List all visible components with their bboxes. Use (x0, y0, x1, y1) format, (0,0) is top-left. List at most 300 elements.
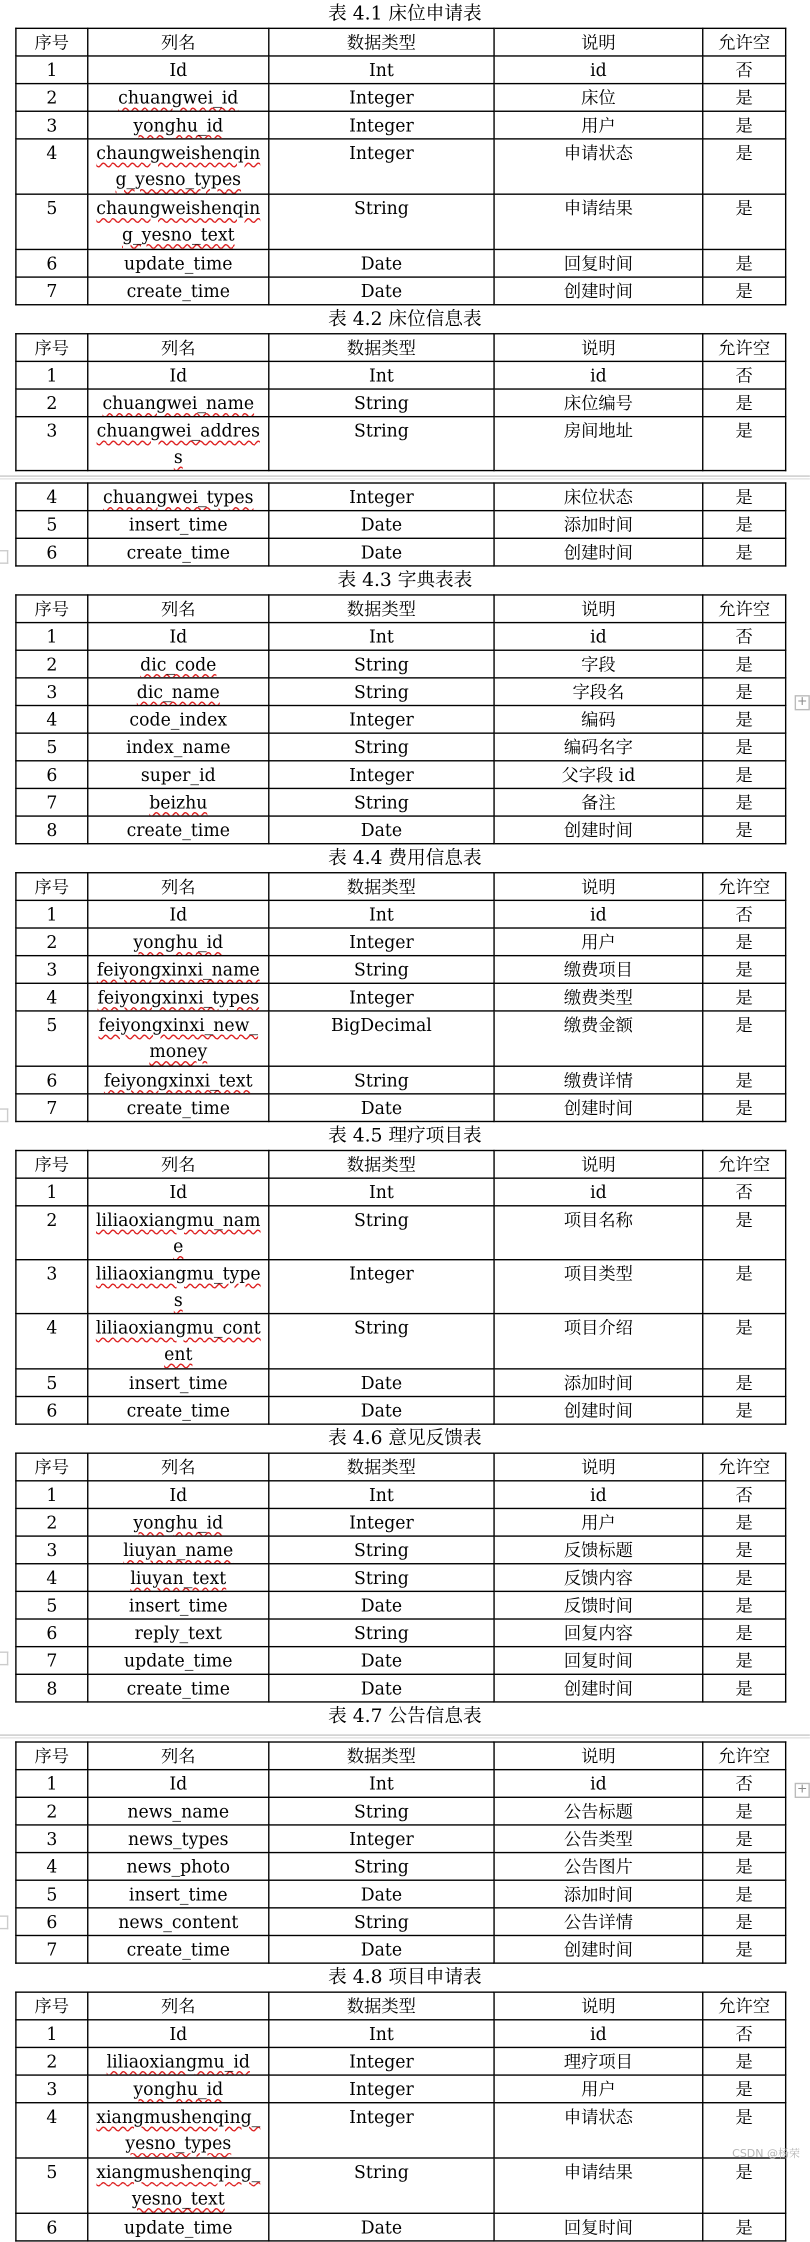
table-row (16, 1066, 786, 1094)
row-number-cell: 2 (16, 1508, 88, 1536)
nullable-cell: 是 (703, 1369, 786, 1397)
row-number-cell: 6 (16, 761, 88, 789)
description-cell: 回复时间 (494, 249, 703, 277)
row-number-cell: 4 (16, 139, 88, 194)
nullable-cell: 是 (703, 111, 786, 139)
description-cell: 创建时间 (494, 816, 703, 844)
add-row-plus-icon[interactable]: + (795, 1783, 810, 1798)
nullable-cell: 是 (703, 1935, 786, 1963)
row-number-cell: 2 (16, 1797, 88, 1825)
header-cell: 说明 (494, 334, 703, 362)
table-row (16, 249, 786, 277)
table-row (16, 1880, 786, 1908)
column-name-text: create_time (126, 280, 230, 302)
row-number-cell: 2 (16, 1206, 88, 1260)
description-cell: 理疗项目 (494, 2047, 703, 2075)
data-type-cell: Int (269, 1481, 494, 1509)
data-type-cell: String (269, 956, 494, 984)
column-name-text: liliaoxiangmu_content (95, 1317, 261, 1365)
description-cell: id (494, 361, 703, 389)
nullable-cell: 是 (703, 1260, 786, 1314)
nullable-cell: 否 (703, 1770, 786, 1798)
description-cell: 项目名称 (494, 1206, 703, 1260)
description-cell: 创建时间 (494, 538, 703, 566)
column-name-text: xiangmushenqing_yesno_types (96, 2106, 261, 2154)
nullable-cell: 是 (703, 2047, 786, 2075)
table-row (16, 928, 786, 956)
nullable-cell: 是 (703, 2158, 786, 2213)
column-name-text: chuangwei_id (118, 87, 239, 108)
description-cell: 回复内容 (494, 1619, 703, 1647)
data-type-cell: Date (269, 1674, 494, 1702)
column-name-text: create_time (126, 1097, 230, 1119)
row-number-cell: 1 (16, 1178, 88, 1206)
row-number-cell: 4 (16, 2103, 88, 2158)
nullable-cell: 否 (703, 900, 786, 928)
header-cell: 数据类型 (269, 873, 494, 901)
data-type-cell: String (269, 650, 494, 678)
table-row (16, 1011, 786, 1066)
column-name-cell (88, 1178, 269, 1206)
row-number-cell: 2 (16, 928, 88, 956)
column-name-text: index_name (126, 736, 231, 758)
column-name-cell (88, 1314, 269, 1369)
description-cell: 添加时间 (494, 1880, 703, 1908)
nullable-cell: 是 (703, 928, 786, 956)
header-cell: 说明 (494, 1151, 703, 1179)
table-row (16, 623, 786, 651)
column-name-cell (88, 1397, 269, 1425)
row-number-cell: 1 (16, 56, 88, 84)
description-cell: 父字段 id (494, 761, 703, 789)
row-number-cell: 5 (16, 1591, 88, 1619)
column-name-text: yonghu_id (133, 1511, 224, 1533)
header-cell: 序号 (16, 1453, 88, 1481)
table-row (16, 1853, 786, 1881)
header-cell: 允许空 (703, 873, 786, 901)
column-name-cell (88, 2075, 269, 2103)
description-cell: 备注 (494, 788, 703, 816)
header-cell: 数据类型 (269, 1453, 494, 1481)
table-row (16, 1178, 786, 1206)
column-name-text: create_time (126, 1938, 230, 1960)
data-type-cell: Int (269, 1178, 494, 1206)
data-type-cell: String (269, 678, 494, 706)
column-name-text: feiyongxinxi_text (103, 1069, 253, 1091)
data-type-cell: Integer (269, 111, 494, 139)
table-row (16, 1647, 786, 1675)
column-name-text: yonghu_id (133, 2078, 224, 2100)
table-row (16, 1770, 786, 1798)
table-row (16, 1619, 786, 1647)
column-name-text: insert_time (128, 514, 228, 535)
table-header-row (16, 1742, 786, 1770)
nullable-cell: 是 (703, 1564, 786, 1592)
data-type-cell: String (269, 1853, 494, 1881)
description-cell: 回复时间 (494, 2213, 703, 2241)
column-name-cell (88, 84, 269, 112)
nullable-cell: 是 (703, 511, 786, 539)
description-cell: 回复时间 (494, 1647, 703, 1675)
table-row (16, 761, 786, 789)
table-row (16, 361, 786, 389)
row-number-cell: 6 (16, 538, 88, 566)
table-row (16, 1206, 786, 1260)
column-name-cell (88, 538, 269, 566)
description-cell: 房间地址 (494, 417, 703, 471)
table-row (16, 1797, 786, 1825)
table-row (16, 84, 786, 112)
table-row (16, 706, 786, 734)
data-type-cell: Date (269, 538, 494, 566)
nullable-cell: 是 (703, 1314, 786, 1369)
description-cell: 公告详情 (494, 1908, 703, 1936)
nullable-cell: 是 (703, 1674, 786, 1702)
data-type-cell: Integer (269, 1508, 494, 1536)
data-type-cell: Integer (269, 84, 494, 112)
header-cell: 数据类型 (269, 595, 494, 623)
description-cell: 项目类型 (494, 1260, 703, 1314)
margin-marker-icon (0, 550, 8, 564)
nullable-cell: 是 (703, 678, 786, 706)
data-type-cell: Date (269, 1647, 494, 1675)
nullable-cell: 是 (703, 2103, 786, 2158)
data-type-cell: Integer (269, 1825, 494, 1853)
column-name-cell (88, 1369, 269, 1397)
nullable-cell: 是 (703, 277, 786, 305)
nullable-cell: 是 (703, 650, 786, 678)
column-name-text: Id (169, 903, 188, 925)
nullable-cell: 否 (703, 2020, 786, 2048)
description-cell: id (494, 1481, 703, 1509)
column-name-cell (88, 1066, 269, 1094)
row-number-cell: 7 (16, 1094, 88, 1122)
table-row (16, 983, 786, 1011)
page-break (0, 471, 810, 482)
table-caption: 表 4.7 公告信息表 (328, 1705, 482, 1728)
nullable-cell: 是 (703, 194, 786, 249)
column-name-cell (88, 1508, 269, 1536)
table-row (16, 2047, 786, 2075)
column-name-text: Id (169, 1484, 188, 1505)
row-number-cell: 6 (16, 1397, 88, 1425)
column-name-cell (88, 1880, 269, 1908)
data-type-cell: Date (269, 1094, 494, 1122)
table-row (16, 1536, 786, 1564)
data-type-cell: Int (269, 2020, 494, 2048)
data-type-cell: Integer (269, 706, 494, 734)
nullable-cell: 是 (703, 1094, 786, 1122)
header-cell: 序号 (16, 1742, 88, 1770)
column-name-cell (88, 2213, 269, 2241)
table-header-row (16, 595, 786, 623)
nullable-cell: 是 (703, 733, 786, 761)
column-name-cell (88, 761, 269, 789)
row-number-cell: 6 (16, 1908, 88, 1936)
table-row (16, 1481, 786, 1509)
nullable-cell: 是 (703, 1619, 786, 1647)
description-cell: 申请状态 (494, 2103, 703, 2158)
watermark: CSDN @杨荣 (732, 2147, 800, 2160)
table-row (16, 2158, 786, 2213)
nullable-cell: 是 (703, 1206, 786, 1260)
data-type-cell: String (269, 1066, 494, 1094)
description-cell: 缴费金额 (494, 1011, 703, 1066)
data-type-cell: Integer (269, 2103, 494, 2158)
description-cell: 用户 (494, 1508, 703, 1536)
table-row (16, 650, 786, 678)
table-row (16, 417, 786, 471)
description-cell: 编码 (494, 706, 703, 734)
data-type-cell: String (269, 1908, 494, 1936)
data-type-cell: Date (269, 1880, 494, 1908)
header-cell: 列名 (88, 595, 269, 623)
data-type-cell: Integer (269, 1260, 494, 1314)
column-name-cell (88, 1591, 269, 1619)
table-caption: 表 4.5 理疗项目表 (328, 1124, 482, 1148)
data-type-cell: String (269, 417, 494, 471)
column-name-cell (88, 111, 269, 139)
description-cell: 公告类型 (494, 1825, 703, 1853)
column-name-cell (88, 194, 269, 249)
column-name-cell (88, 1908, 269, 1936)
data-type-cell: String (269, 1564, 494, 1592)
column-name-text: update_time (124, 1650, 233, 1671)
data-type-cell: Integer (269, 983, 494, 1011)
table-row (16, 2075, 786, 2103)
nullable-cell: 是 (703, 389, 786, 417)
nullable-cell: 是 (703, 983, 786, 1011)
column-name-cell (88, 956, 269, 984)
row-number-cell: 4 (16, 483, 88, 511)
row-number-cell: 3 (16, 956, 88, 984)
row-number-cell: 5 (16, 1011, 88, 1066)
row-number-cell: 4 (16, 706, 88, 734)
column-name-text: update_time (124, 252, 233, 274)
row-number-cell: 4 (16, 1564, 88, 1592)
column-name-cell (88, 361, 269, 389)
description-cell: id (494, 623, 703, 651)
table-caption: 表 4.3 字典表表 (337, 569, 473, 592)
column-name-text: feiyongxinxi_name (96, 959, 260, 980)
column-name-text: beizhu (149, 791, 208, 813)
column-name-cell (88, 389, 269, 417)
header-cell: 允许空 (703, 1742, 786, 1770)
table-row (16, 816, 786, 844)
description-cell: 床位状态 (494, 483, 703, 511)
data-type-cell: Integer (269, 761, 494, 789)
column-name-text: news_name (127, 1800, 230, 1822)
description-cell: 字段名 (494, 678, 703, 706)
column-name-cell (88, 1935, 269, 1963)
column-name-cell (88, 733, 269, 761)
header-cell: 允许空 (703, 1453, 786, 1481)
nullable-cell: 是 (703, 706, 786, 734)
nullable-cell: 是 (703, 84, 786, 112)
data-type-cell: String (269, 389, 494, 417)
row-number-cell: 2 (16, 650, 88, 678)
column-name-text: insert_time (128, 1594, 228, 1616)
column-name-cell (88, 928, 269, 956)
column-name-text: dic_name (136, 681, 220, 703)
nullable-cell: 是 (703, 1853, 786, 1881)
description-cell: 创建时间 (494, 1935, 703, 1963)
data-type-cell: String (269, 194, 494, 249)
row-number-cell: 4 (16, 1853, 88, 1881)
row-number-cell: 1 (16, 2020, 88, 2048)
column-name-text: chuangwei_types (103, 486, 254, 508)
description-cell: 用户 (494, 111, 703, 139)
column-name-cell (88, 511, 269, 539)
description-cell: id (494, 1770, 703, 1798)
nullable-cell: 是 (703, 1825, 786, 1853)
column-name-cell (88, 900, 269, 928)
column-name-cell (88, 139, 269, 194)
nullable-cell: 否 (703, 1481, 786, 1509)
header-cell: 数据类型 (269, 334, 494, 362)
data-type-cell: Integer (269, 483, 494, 511)
table-row (16, 2213, 786, 2241)
row-number-cell: 4 (16, 983, 88, 1011)
nullable-cell: 是 (703, 1880, 786, 1908)
row-number-cell: 3 (16, 2075, 88, 2103)
column-name-cell (88, 1770, 269, 1798)
header-cell: 序号 (16, 595, 88, 623)
column-name-text: news_photo (126, 1856, 231, 1877)
description-cell: id (494, 1178, 703, 1206)
table-row (16, 733, 786, 761)
row-number-cell: 1 (16, 361, 88, 389)
description-cell: 反馈标题 (494, 1536, 703, 1564)
data-type-cell: String (269, 2158, 494, 2213)
column-name-text: xiangmushenqing_yesno_text (96, 2161, 261, 2209)
table-header-row (16, 1151, 786, 1179)
data-type-cell: Date (269, 511, 494, 539)
table-row (16, 1564, 786, 1592)
column-name-cell (88, 623, 269, 651)
header-cell: 序号 (16, 334, 88, 362)
add-row-plus-icon[interactable]: + (795, 695, 810, 710)
column-name-text: Id (169, 364, 188, 386)
data-type-cell: Date (269, 249, 494, 277)
row-number-cell: 1 (16, 1770, 88, 1798)
table-row (16, 1508, 786, 1536)
row-number-cell: 2 (16, 84, 88, 112)
table-row (16, 1591, 786, 1619)
description-cell: id (494, 900, 703, 928)
column-name-text: liliaoxiangmu_types (95, 1263, 261, 1311)
table-row (16, 56, 786, 84)
row-number-cell: 1 (16, 900, 88, 928)
data-type-cell: Date (269, 1369, 494, 1397)
header-cell: 列名 (88, 873, 269, 901)
data-type-cell: Integer (269, 928, 494, 956)
header-cell: 列名 (88, 334, 269, 362)
column-name-text: yonghu_id (133, 114, 224, 136)
description-cell: 申请结果 (494, 2158, 703, 2213)
column-name-text: insert_time (128, 1883, 228, 1905)
data-table (15, 1452, 786, 1702)
row-number-cell: 7 (16, 277, 88, 305)
data-table (15, 594, 786, 844)
table-row (16, 1935, 786, 1963)
data-type-cell: String (269, 1619, 494, 1647)
table-row (16, 194, 786, 249)
column-name-cell (88, 1853, 269, 1881)
row-number-cell: 3 (16, 1536, 88, 1564)
column-name-cell (88, 2158, 269, 2213)
table-row (16, 1674, 786, 1702)
nullable-cell: 是 (703, 2213, 786, 2241)
header-cell: 列名 (88, 1742, 269, 1770)
row-number-cell: 5 (16, 511, 88, 539)
column-name-text: create_time (126, 1677, 230, 1699)
data-type-cell: Date (269, 1591, 494, 1619)
table-row (16, 2020, 786, 2048)
description-cell: 缴费类型 (494, 983, 703, 1011)
column-name-text: super_id (140, 764, 216, 785)
description-cell: 添加时间 (494, 511, 703, 539)
table-row (16, 1825, 786, 1853)
description-cell: 创建时间 (494, 1094, 703, 1122)
header-cell: 列名 (88, 1151, 269, 1179)
nullable-cell: 是 (703, 956, 786, 984)
column-name-text: Id (169, 2023, 188, 2044)
description-cell: id (494, 56, 703, 84)
page-break (0, 1730, 810, 1741)
data-type-cell: Integer (269, 2075, 494, 2103)
column-name-text: news_content (118, 1911, 239, 1933)
description-cell: 编码名字 (494, 733, 703, 761)
header-cell: 序号 (16, 1992, 88, 2020)
row-number-cell: 5 (16, 194, 88, 249)
description-cell: 床位 (494, 84, 703, 112)
nullable-cell: 是 (703, 1011, 786, 1066)
table-row (16, 483, 786, 511)
nullable-cell: 否 (703, 623, 786, 651)
nullable-cell: 是 (703, 139, 786, 194)
data-type-cell: String (269, 1206, 494, 1260)
nullable-cell: 是 (703, 816, 786, 844)
data-type-cell: Int (269, 1770, 494, 1798)
column-name-cell (88, 1206, 269, 1260)
nullable-cell: 是 (703, 1508, 786, 1536)
row-number-cell: 4 (16, 1314, 88, 1369)
table-header-row (16, 1453, 786, 1481)
table-row (16, 956, 786, 984)
table-row (16, 538, 786, 566)
row-number-cell: 3 (16, 1825, 88, 1853)
column-name-cell (88, 1674, 269, 1702)
description-cell: 反馈时间 (494, 1591, 703, 1619)
row-number-cell: 1 (16, 1481, 88, 1509)
nullable-cell: 是 (703, 249, 786, 277)
row-number-cell: 6 (16, 1066, 88, 1094)
table-row (16, 900, 786, 928)
description-cell: 缴费详情 (494, 1066, 703, 1094)
column-name-text: liliaoxiangmu_id (106, 2050, 250, 2072)
column-name-text: reply_text (134, 1622, 222, 1644)
margin-marker-icon (0, 1108, 8, 1122)
header-cell: 说明 (494, 28, 703, 56)
column-name-text: yonghu_id (133, 931, 224, 953)
row-number-cell: 1 (16, 623, 88, 651)
description-cell: 公告图片 (494, 1853, 703, 1881)
column-name-text: dic_code (140, 653, 217, 675)
data-type-cell: BigDecimal (269, 1011, 494, 1066)
data-table (15, 333, 786, 471)
row-number-cell: 3 (16, 111, 88, 139)
